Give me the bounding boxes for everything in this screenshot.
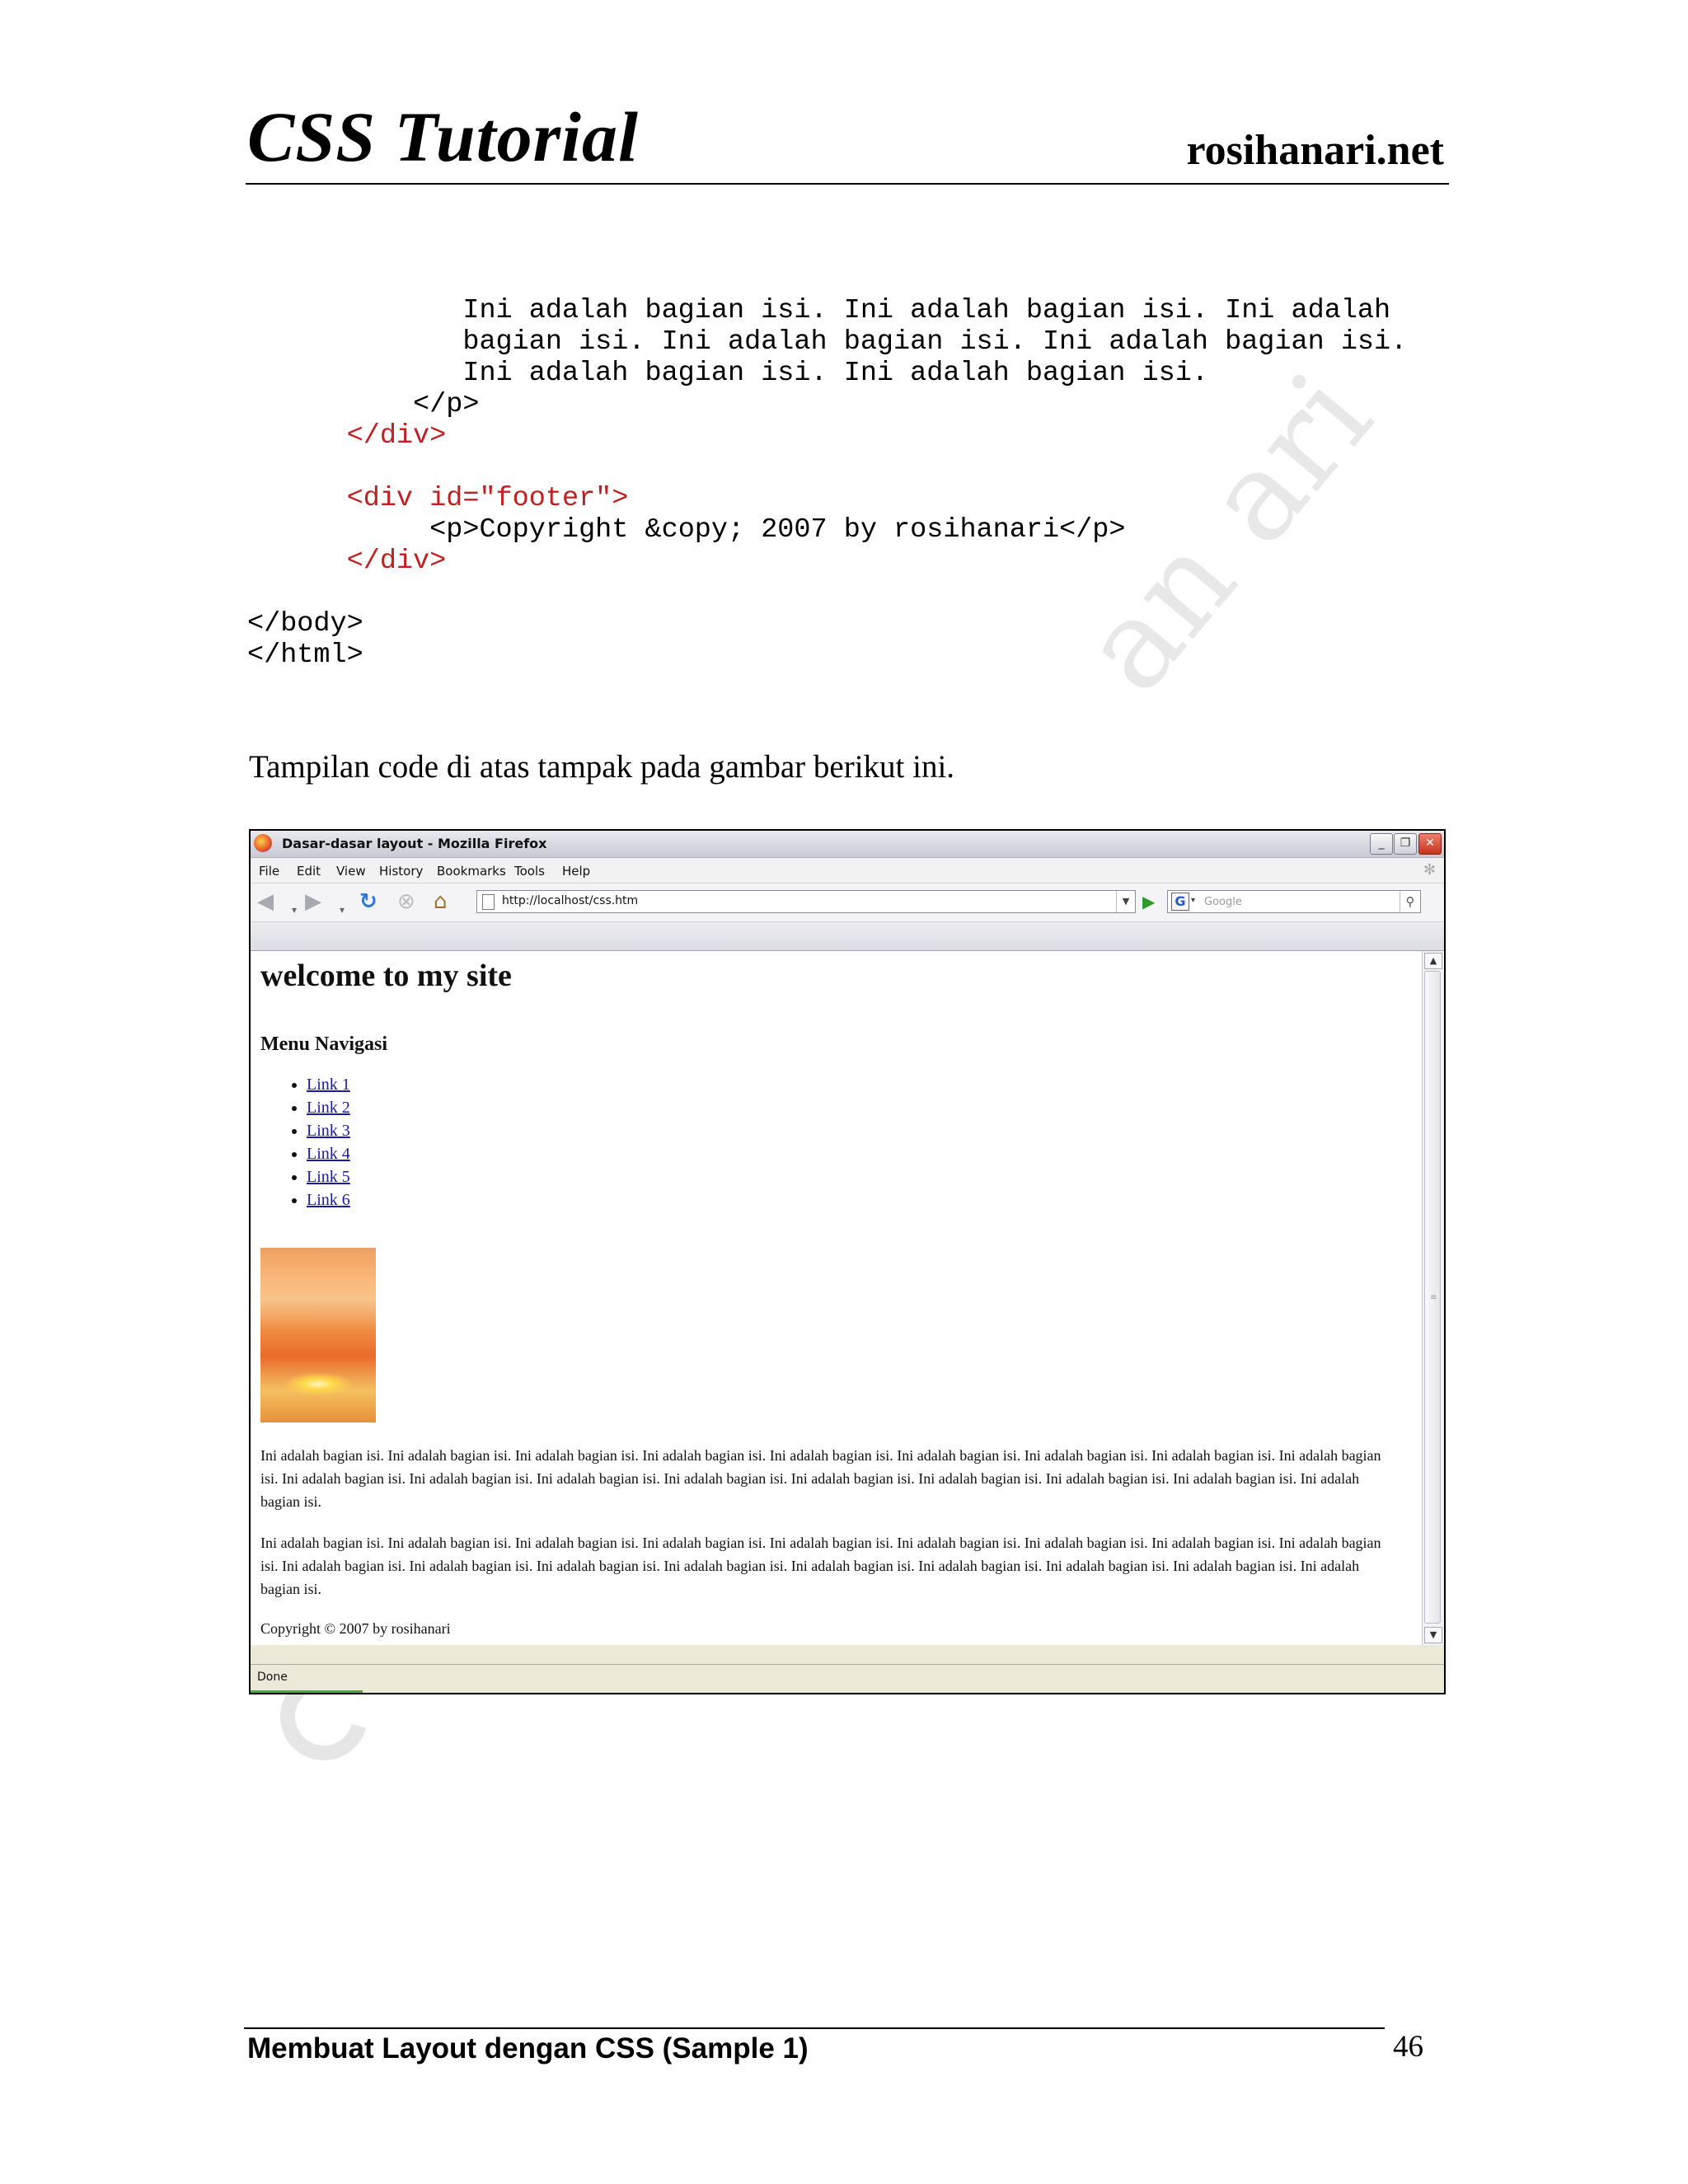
- search-placeholder: Google: [1204, 896, 1242, 908]
- document-title: CSS Tutorial: [247, 97, 639, 176]
- nav-link-4[interactable]: Link 4: [307, 1145, 350, 1163]
- code-line: Ini adalah bagian isi. Ini adalah bagian isi. Ini adalah: [462, 295, 1391, 326]
- menu-file[interactable]: File: [259, 864, 280, 879]
- page-heading: welcome to my site: [260, 958, 512, 993]
- status-text: Done: [257, 1671, 288, 1684]
- page-content: [251, 951, 1423, 1645]
- sunset-image: [260, 1248, 376, 1422]
- caption: Tampilan code di atas tampak pada gambar berikut ini.: [249, 749, 955, 785]
- menu-history[interactable]: History: [379, 864, 424, 879]
- forward-arrow-icon[interactable]: ▶: [305, 889, 321, 914]
- list-item: [307, 1096, 350, 1119]
- code-line: </p>: [413, 389, 480, 420]
- scroll-down-icon[interactable]: ▼: [1424, 1627, 1442, 1643]
- page-header: [246, 97, 1449, 185]
- search-icon[interactable]: ⚲: [1400, 891, 1420, 912]
- nav-link-3[interactable]: Link 3: [307, 1122, 350, 1140]
- nav-menu-heading: Menu Navigasi: [260, 1033, 388, 1055]
- minimize-button[interactable]: _: [1370, 833, 1393, 855]
- nav-link-2[interactable]: Link 2: [307, 1099, 350, 1117]
- code-line: <div id="footer">: [346, 483, 629, 514]
- list-item: [307, 1165, 350, 1188]
- url-text: http://localhost/css.htm: [502, 894, 639, 907]
- forward-dropdown-icon[interactable]: ▾: [340, 904, 345, 916]
- status-progress: [251, 1690, 363, 1693]
- watermark: an ari: [1055, 346, 1400, 719]
- restore-button[interactable]: ❐: [1394, 833, 1417, 855]
- stop-icon[interactable]: ⊗: [397, 889, 415, 914]
- code-line: </div>: [346, 546, 447, 577]
- list-item: [307, 1188, 350, 1212]
- page-copyright: Copyright © 2007 by rosihanari: [260, 1620, 451, 1637]
- nav-link-6[interactable]: Link 6: [307, 1191, 350, 1209]
- back-dropdown-icon[interactable]: ▾: [292, 904, 298, 916]
- scroll-thumb[interactable]: [1424, 971, 1441, 1624]
- menu-help[interactable]: Help: [562, 864, 591, 879]
- content-paragraph: Ini adalah bagian isi. Ini adalah bagian isi. Ini adalah bagian isi. Ini adalah bagian isi. Ini adalah bagian isi. Ini adalah bagian isi. Ini adalah bagian isi. Ini adalah bagian isi. Ini adalah bagian isi. Ini adalah bagian isi. Ini adalah bagian isi. Ini adalah bagian isi. Ini adalah bagian isi. Ini adalah bagian isi. Ini adalah bagian isi. Ini adalah bagian isi. Ini adalah bagian isi. Ini adalah bagian isi.: [260, 1447, 1381, 1510]
- toolbar-strip: [251, 922, 1444, 951]
- firefox-logo-icon: [254, 834, 272, 852]
- page-icon: [482, 894, 495, 910]
- url-bar[interactable]: [476, 890, 1136, 913]
- content-paragraph: Ini adalah bagian isi. Ini adalah bagian isi. Ini adalah bagian isi. Ini adalah bagian isi. Ini adalah bagian isi. Ini adalah bagian isi. Ini adalah bagian isi. Ini adalah bagian isi. Ini adalah bagian isi. Ini adalah bagian isi. Ini adalah bagian isi. Ini adalah bagian isi. Ini adalah bagian isi. Ini adalah bagian isi. Ini adalah bagian isi. Ini adalah bagian isi. Ini adalah bagian isi. Ini adalah bagian isi.: [260, 1535, 1381, 1597]
- url-dropdown-icon[interactable]: ▼: [1116, 891, 1135, 912]
- window-title: Dasar-dasar layout - Mozilla Firefox: [282, 836, 547, 851]
- browser-window: [249, 829, 1446, 1694]
- code-line: Ini adalah bagian isi. Ini adalah bagian isi.: [462, 358, 1208, 389]
- reload-icon[interactable]: ↻: [359, 889, 377, 914]
- scroll-up-icon[interactable]: ▲: [1424, 953, 1442, 969]
- google-engine-icon[interactable]: G: [1171, 893, 1189, 911]
- page-number: 46: [1393, 2030, 1423, 2064]
- status-bar: [251, 1664, 1444, 1693]
- title-bar[interactable]: [251, 831, 1444, 858]
- list-item: [307, 1142, 350, 1165]
- menu-edit[interactable]: Edit: [297, 864, 321, 879]
- code-listing: [247, 295, 1407, 671]
- navigation-toolbar: [251, 883, 1444, 922]
- footer-rule: [244, 2027, 1385, 2029]
- site-name: rosihanari.net: [1186, 127, 1444, 174]
- list-item: [307, 1073, 350, 1096]
- menu-bookmarks[interactable]: Bookmarks: [437, 864, 506, 879]
- grip-icon: ≡: [1430, 1293, 1437, 1302]
- code-line: </body>: [247, 608, 363, 640]
- menu-view[interactable]: View: [336, 864, 366, 879]
- list-item: [307, 1119, 350, 1142]
- menu-bar: [251, 858, 1444, 883]
- footer-chapter-title: Membuat Layout dengan CSS (Sample 1): [247, 2032, 809, 2064]
- nav-link-list: [260, 1073, 350, 1212]
- throbber-icon: ✻: [1423, 861, 1436, 879]
- code-line: bagian isi. Ini adalah bagian isi. Ini adalah bagian isi.: [462, 326, 1408, 358]
- home-icon[interactable]: ⌂: [434, 889, 448, 914]
- nav-link-1[interactable]: Link 1: [307, 1076, 350, 1094]
- engine-dropdown-icon[interactable]: ▾: [1191, 896, 1196, 905]
- vertical-scrollbar[interactable]: [1422, 951, 1444, 1645]
- menu-tools[interactable]: Tools: [514, 864, 545, 879]
- code-line: </html>: [247, 640, 363, 671]
- search-bar[interactable]: [1167, 890, 1421, 913]
- back-arrow-icon[interactable]: ◀: [257, 889, 274, 914]
- go-arrow-icon[interactable]: ▶: [1142, 892, 1156, 912]
- code-line: </div>: [346, 420, 447, 452]
- code-line: <p>Copyright &copy; 2007 by rosihanari</p>: [429, 514, 1126, 546]
- close-button[interactable]: ✕: [1418, 833, 1442, 855]
- nav-link-5[interactable]: Link 5: [307, 1168, 350, 1186]
